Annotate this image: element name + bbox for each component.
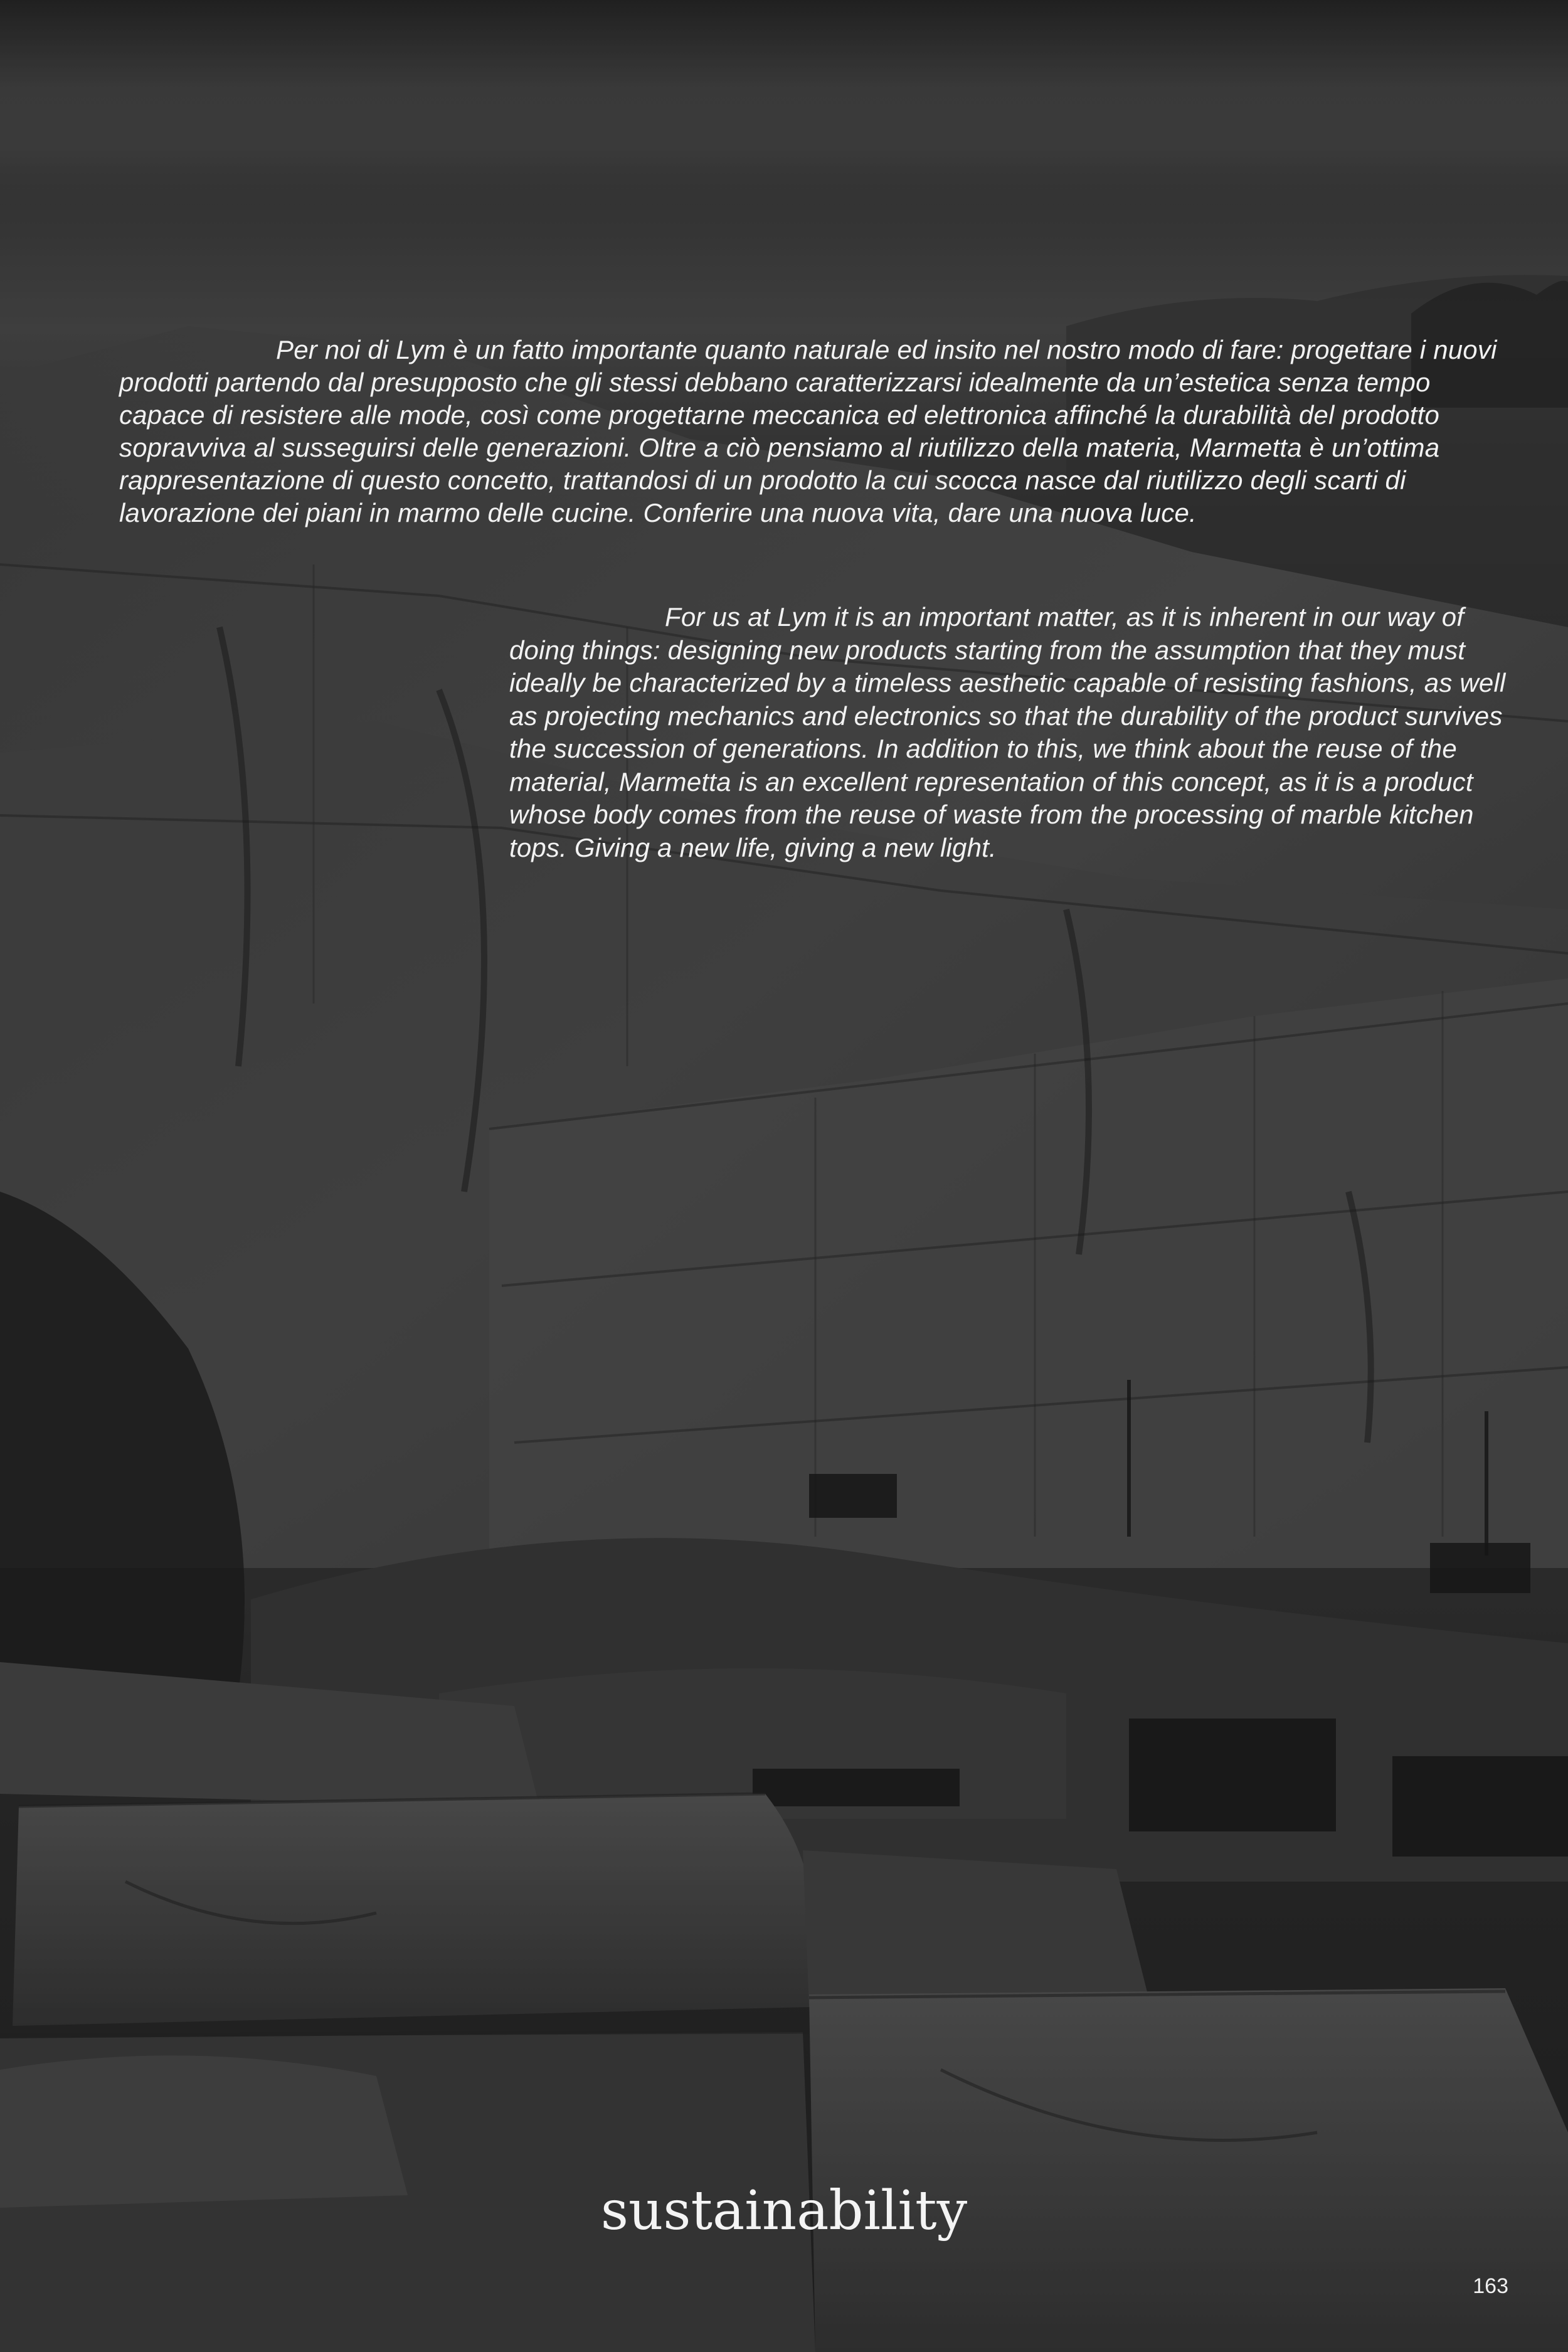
page-number: 163 xyxy=(1473,2274,1508,2298)
english-paragraph: For us at Lym it is an important matter, as it is inherent in our way of doing things: designing new products starting from the assumption that they must ideally be characterized by a timeless aesthetic capable of resisting fashions, as well as projecting mechanics and electronics so that the durability of the product survives the succession of generations. In addition to this, we think about the reuse of the material, Marmetta is an excellent representation of this concept, as it is a product whose body comes from the reuse of waste from the processing of marble kitchen tops. Giving a new life, giving a new light. xyxy=(509,602,1506,862)
italian-paragraph: Per noi di Lym è un fatto importante quanto naturale ed insito nel nostro modo di fare: progettare i nuovi prodotti partendo dal presupposto che gli stessi debbano caratterizzarsi idealmente da un’estetica senza tempo capace di resistere alle mode, così come progettarne meccanica ed elettronica affinché la durabilità del prodotto sopravviva al susseguirsi delle generazioni. Oltre a ciò pensiamo al riutilizzo della materia, Marmetta è un’ottima rappresentazione di questo concetto, trattandosi di un prodotto la cui scocca nasce dal riutilizzo degli scarti di lavorazione dei piani in marmo delle cucine. Conferire una nuova vita, dare una nuova luce. xyxy=(119,335,1497,527)
section-title: sustainability xyxy=(600,2180,968,2242)
